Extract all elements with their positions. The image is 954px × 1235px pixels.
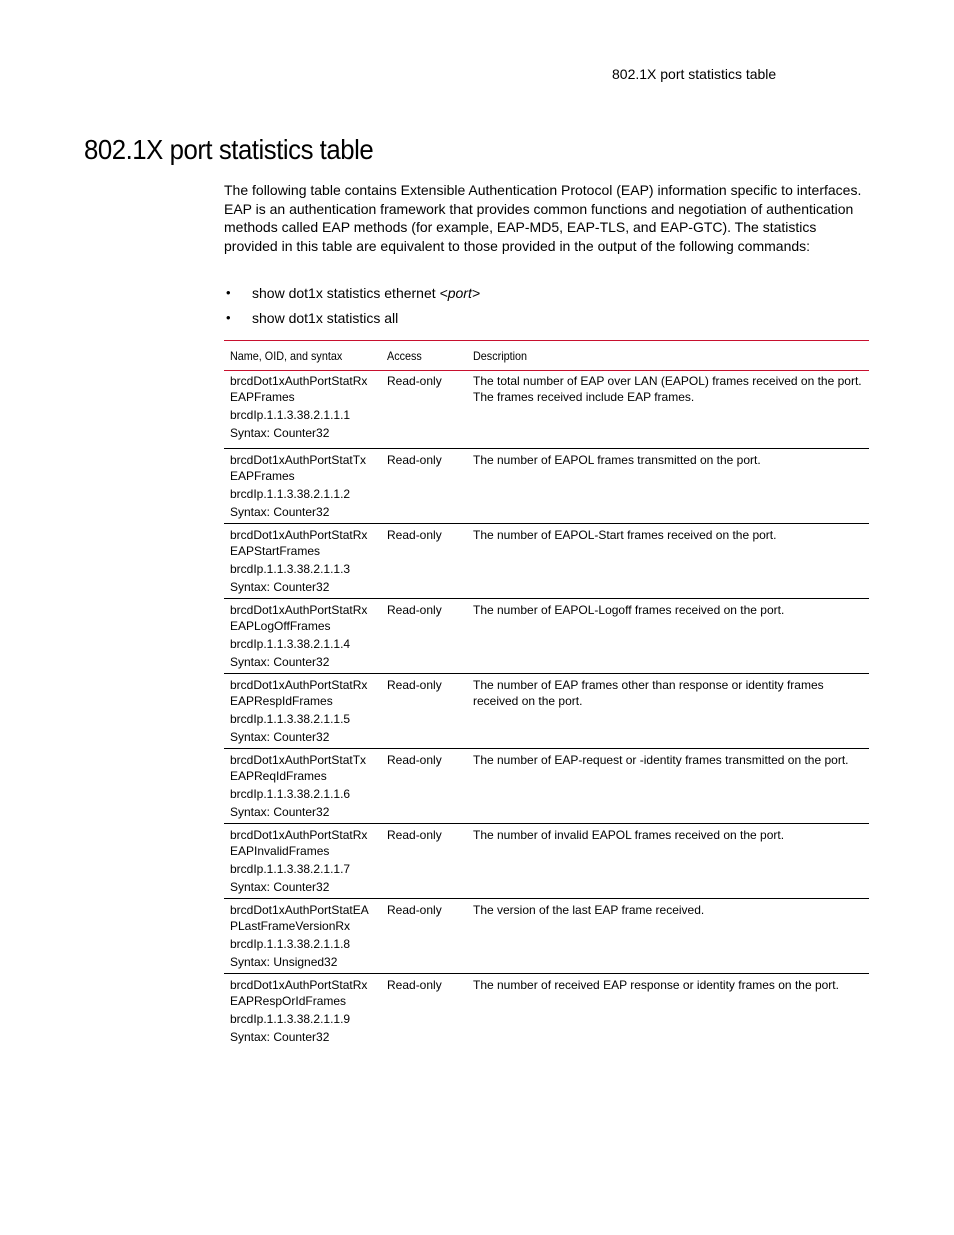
cell-description: The total number of EAP over LAN (EAPOL) frames received on the port. The frames received include EAP frames. [467,371,869,449]
cell-access: Read-only [381,599,467,674]
object-syntax: Syntax: Unsigned32 [230,955,338,969]
bullet-icon: • [226,285,231,300]
object-name-line-2: EAPInvalidFrames [230,844,330,858]
cell-description: The number of invalid EAPOL frames received on the port. [467,824,869,899]
object-oid: brcdIp.1.1.3.38.2.1.1.4 [230,637,351,651]
column-header-description [467,341,869,371]
object-name-line-2: PLastFrameVersionRx [230,919,351,933]
cell-access: Read-only [381,449,467,524]
object-name-line-1: brcdDot1xAuthPortStatRx [230,528,368,542]
object-name-line-2: EAPFrames [230,390,295,404]
column-header-name [224,341,381,371]
table-row [224,974,869,1049]
object-name-line-2: EAPFrames [230,469,295,483]
object-oid: brcdIp.1.1.3.38.2.1.1.6 [230,787,351,801]
cell-access: Read-only [381,371,467,449]
object-name-line-2: EAPReqIdFrames [230,769,327,783]
table-row [224,599,869,674]
object-syntax: Syntax: Counter32 [230,505,330,519]
table-header-row [224,341,869,371]
cell-description: The number of EAPOL frames transmitted on the port. [467,449,869,524]
cell-name-oid-syntax [224,899,381,974]
table-row [224,749,869,824]
column-header-description-label: Description [473,348,528,363]
object-syntax: Syntax: Counter32 [230,580,330,594]
cell-description: The number of EAPOL-Logoff frames received on the port. [467,599,869,674]
statistics-table-container [224,340,869,1049]
cell-description: The number of EAP frames other than response or identity frames received on the port. [467,674,869,749]
command-text: show dot1x statistics ethernet [252,285,440,301]
column-header-access-label: Access [387,348,422,363]
object-oid: brcdIp.1.1.3.38.2.1.1.7 [230,862,351,876]
cell-name-oid-syntax [224,524,381,599]
cell-access: Read-only [381,824,467,899]
column-header-name-label: Name, OID, and syntax [230,348,343,363]
cell-name-oid-syntax [224,371,381,449]
object-name-line-1: brcdDot1xAuthPortStatTx [230,453,367,467]
command-list-item [224,284,480,309]
command-list [224,284,480,334]
table-row [224,674,869,749]
cell-access: Read-only [387,978,442,992]
object-syntax: Syntax: Counter32 [230,655,330,669]
cell-name-oid-syntax [224,449,381,524]
table-row [224,449,869,524]
cell-description: The number of EAP-request or -identity frames transmitted on the port. [467,749,869,824]
cell-description: The number of EAPOL-Start frames received on the port. [467,524,869,599]
object-name-line-1: brcdDot1xAuthPortStatRx [230,374,368,388]
table-row [224,371,869,449]
object-name-line-1: brcdDot1xAuthPortStatRx [230,603,368,617]
object-name-line-1: brcdDot1xAuthPortStatEA [230,903,369,917]
cell-name-oid-syntax [224,599,381,674]
column-header-access [381,341,467,371]
object-oid: brcdIp.1.1.3.38.2.1.1.1 [230,408,351,422]
object-name-line-2: EAPRespOrIdFrames [230,994,347,1008]
object-oid: brcdIp.1.1.3.38.2.1.1.8 [230,937,351,951]
table-row [224,899,869,974]
page-title: 802.1X port statistics table [84,134,374,165]
object-name-line-2: EAPLogOffFrames [230,619,331,633]
intro-paragraph: The following table contains Extensible Authentication Protocol (EAP) information specific to interfaces. EAP is an authentication framework that provides common functions and negotiation of authentication methods called EAP methods (for example, EAP-MD5, EAP-TLS, and EAP-GTC). The statistics provided in this table are equivalent to those provided in the output of the following commands: [224,182,862,255]
object-oid: brcdIp.1.1.3.38.2.1.1.5 [230,712,351,726]
object-syntax: Syntax: Counter32 [230,426,330,440]
running-header: 802.1X port statistics table [612,66,777,82]
object-syntax: Syntax: Counter32 [230,730,330,744]
cell-access: Read-only [381,674,467,749]
command-variable: <port> [439,285,481,301]
cell-access: Read-only [381,749,467,824]
statistics-table [224,340,869,1049]
object-oid: brcdIp.1.1.3.38.2.1.1.2 [230,487,351,501]
cell-access: Read-only [381,899,467,974]
object-name-line-1: brcdDot1xAuthPortStatRx [230,828,368,842]
table-row [224,524,869,599]
object-syntax: Syntax: Counter32 [230,805,330,819]
object-oid: brcdIp.1.1.3.38.2.1.1.9 [230,1012,351,1026]
bullet-icon: • [226,310,231,325]
cell-description: The version of the last EAP frame received. [467,899,869,974]
cell-name-oid-syntax [224,674,381,749]
command-list-item [224,309,480,334]
cell-name-oid-syntax [224,824,381,899]
table-row [224,824,869,899]
object-syntax: Syntax: Counter32 [230,1030,330,1044]
object-name-line-2: EAPRespIdFrames [230,694,333,708]
command-text: show dot1x statistics all [252,310,399,326]
table-body [224,371,869,1049]
object-name-line-2: EAPStartFrames [230,544,321,558]
cell-description: The number of received EAP response or identity frames on the port. [473,978,839,992]
object-name-line-1: brcdDot1xAuthPortStatTx [230,753,367,767]
cell-name-oid-syntax [224,974,381,1049]
object-name-line-1: brcdDot1xAuthPortStatRx [230,678,368,692]
object-oid: brcdIp.1.1.3.38.2.1.1.3 [230,562,351,576]
cell-access: Read-only [381,524,467,599]
object-name-line-1: brcdDot1xAuthPortStatRx [230,978,368,992]
cell-name-oid-syntax [224,749,381,824]
object-syntax: Syntax: Counter32 [230,880,330,894]
